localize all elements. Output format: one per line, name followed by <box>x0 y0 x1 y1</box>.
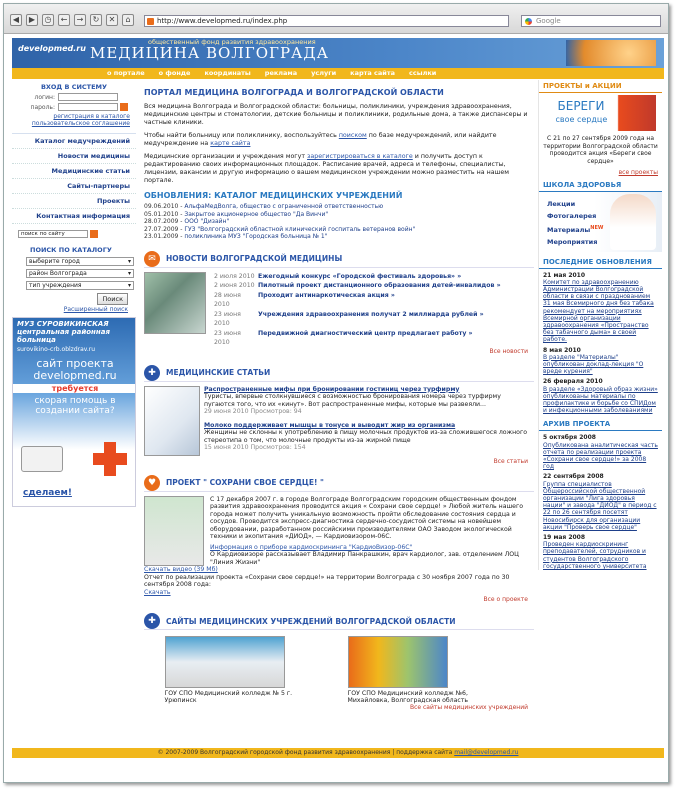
school-materials-label: Материалы <box>547 225 591 234</box>
menu-item-services[interactable]: услуги <box>311 69 337 77</box>
news-row <box>214 310 501 329</box>
history-icon[interactable]: ◷ <box>42 14 54 26</box>
project-heart-icon: ♥ <box>144 475 160 491</box>
type-select[interactable]: тип учреждения ▾ <box>26 281 134 290</box>
city-select[interactable]: выберите город ▾ <box>26 257 134 266</box>
advanced-search-link[interactable]: Расширенный поиск <box>63 306 128 313</box>
stop-icon[interactable]: ✕ <box>106 14 118 26</box>
left-menu-news[interactable]: Новости медицины <box>12 149 136 164</box>
update-link[interactable]: В разделе "Материалы" опубликован доклад-лекция "О вреде курения" <box>543 353 644 376</box>
site-card-2[interactable] <box>348 636 508 704</box>
school-events[interactable]: Мероприятия <box>547 237 598 246</box>
password-label: пароль: <box>30 103 55 111</box>
news-title: НОВОСТИ ВОЛГОГРАДСКОЙ МЕДИЦИНЫ <box>166 254 343 263</box>
news-date: 23 июня 2010 <box>214 329 241 346</box>
menu-item-about-portal[interactable]: о портале <box>107 69 145 77</box>
article-title[interactable]: Молоко поддерживает мышцы в тонусе и выводит жир из организма <box>204 421 456 429</box>
left-menu <box>12 133 136 224</box>
sites-icon: ✚ <box>144 613 160 629</box>
project-section-header <box>144 475 534 492</box>
search-hint-a: Чтобы найти больницу или поликлинику, воспользуйтесь <box>144 132 337 139</box>
articles-icon: ✚ <box>144 365 160 381</box>
site-name-2[interactable]: ГОУ СПО Медицинский колледж №6, Михайловка, Волгоградская область <box>347 690 469 704</box>
promo-cta[interactable]: сделаем! <box>23 488 72 498</box>
update-link[interactable]: ГУЗ "Волгоградский областной клинический госпиталь ветеранов войн" <box>184 225 416 233</box>
login-title: ВХОД В СИСТЕМУ <box>40 83 108 91</box>
page-title: ПОРТАЛ МЕДИЦИНА ВОЛГОГРАДА И ВОЛГОГРАДСКОЙ ОБЛАСТИ <box>144 88 444 97</box>
news-date: 2 июля 2010 <box>214 272 255 280</box>
ambulance-icon <box>21 446 63 472</box>
promo-required: требуется <box>13 384 136 393</box>
promo-project: сайт проекта developmed.ru <box>33 357 117 382</box>
register-link[interactable]: регистрация в каталоге <box>53 113 130 120</box>
map-link[interactable]: карте сайта <box>210 140 251 147</box>
top-menu <box>12 68 664 79</box>
catalog-search-button[interactable]: Поиск <box>97 293 128 305</box>
update-date: 23.01.2009 <box>144 233 179 240</box>
projects-title: ПРОЕКТЫ и АКЦИИ <box>539 80 662 93</box>
catalog-search-title: ПОИСК ПО КАТАЛОГУ <box>30 246 112 254</box>
site-search-button[interactable] <box>90 230 98 238</box>
articles-title: МЕДИЦИНСКИЕ СТАТЬИ <box>166 368 271 377</box>
update-row: 28.07.2009 - ООО "Дизайн" <box>144 218 230 225</box>
articles-block <box>138 386 534 452</box>
site-card-1[interactable] <box>165 636 295 704</box>
school-title: ШКОЛА ЗДОРОВЬЯ <box>539 179 662 192</box>
sites-title: САЙТЫ МЕДИЦИНСКИХ УЧРЕЖДЕНИЙ ВОЛГОГРАДСКОЙ ОБЛАСТИ <box>166 616 456 626</box>
news-link[interactable]: Пилотный проект дистанционного образования детей-инвалидов » <box>258 282 501 289</box>
menu-item-sitemap[interactable]: карта сайта <box>350 69 395 77</box>
reload-icon[interactable]: ↻ <box>90 14 102 26</box>
updates-title: ОБНОВЛЕНИЯ: КАТАЛОГ МЕДИЦИНСКИХ УЧРЕЖДЕНИЙ <box>144 191 403 200</box>
heart-banner-subtitle: свое сердце <box>555 115 608 124</box>
articles-photo <box>144 386 200 456</box>
update-row: 23.01.2009 - поликлиника МУЗ "Городская больница № 1" <box>144 233 328 240</box>
update-link[interactable]: АльфаМедВолга, общество с ограниченной ответственностью <box>184 203 384 210</box>
footer: © 2007-2009 Волгоградский городской фонд развития здравоохранения | поддержка сайта mail@developmed.ru <box>12 748 664 758</box>
new-badge: NEW <box>590 224 604 231</box>
left-sidebar <box>12 80 136 507</box>
register-hint-a: Медицинские организации и учреждения могут <box>144 153 306 160</box>
last-updates-title: ПОСЛЕДНИЕ ОБНОВЛЕНИЯ <box>539 256 662 269</box>
article-meta: 29 июня 2010 Просмотров: 94 <box>204 408 302 415</box>
project-text: С 17 декабря 2007 г. в городе Волгограде Волгоградским городским общественным фондом развития здравоохранения проводится акция « Сохрани свое сердце! » Любой житель нашего города может получить уникальную возможность пройти обследование состояния сердца и сосудов. Проводится экспресс-диагностика сердечно-сосудистой системы на новейшем оборудовании, разработанном российскими производителями ОАО Заводом экологической техники и экопитания «ДИОД», — Кардиовизором-06С. <box>210 495 524 540</box>
news-date: 23 июня 2010 <box>214 310 241 327</box>
heart-banner[interactable] <box>546 95 656 131</box>
school-block <box>539 192 662 252</box>
update-row: 05.01.2010 - Закрытое акционерное общество "Да Винчи" <box>144 210 329 218</box>
left-menu-contacts[interactable]: Контактная информация <box>12 209 136 224</box>
back-icon[interactable]: ◀ <box>10 14 22 26</box>
cardiovisor-image <box>144 496 204 566</box>
intro-text: Вся медицина Волгограда и Волгоградской области: больницы, поликлиники, учреждения здравоохранения, медицинские центры и стоматологии, детские больницы и поликлиники, родильные дома, а также диспансеры и частные клиники. <box>144 103 528 126</box>
video-download-link[interactable]: Скачать видео (39 Мб) <box>144 566 218 573</box>
all-projects-link[interactable]: все проекты <box>618 169 658 176</box>
update-date: 8 мая 2010 <box>543 346 581 354</box>
promo-hospital: МУЗ СУРОВИКИНСКАЯ центральная районная больница <box>17 320 110 344</box>
cardiovisor-link[interactable]: Информация о приборе кардиоскрининга "КардиоВизор-06С" <box>210 543 413 551</box>
projects-text: С 21 по 27 сентября 2009 года на территории Волгоградской области проводится акция «Береги свое сердце» <box>543 135 658 165</box>
archive-list <box>539 434 662 570</box>
article-meta: 15 июня 2010 Просмотров: 154 <box>204 444 306 451</box>
address-bar[interactable] <box>144 15 509 27</box>
menu-item-ads[interactable]: реклама <box>264 69 298 77</box>
footer-email-link[interactable]: mail@developmed.ru <box>454 749 519 756</box>
report-download-link[interactable]: Скачать <box>144 588 171 596</box>
school-materials[interactable] <box>547 222 603 236</box>
all-sites-link[interactable]: Все сайты медицинских учреждений <box>409 704 528 711</box>
site-name-1[interactable]: ГОУ СПО Медицинский колледж № 5 г. Урюпинск <box>164 690 293 704</box>
news-link[interactable]: Проходит антинаркотическая акция » <box>258 291 395 299</box>
footer-copyright: © 2007-2009 Волгоградский городской фонд развития здравоохранения <box>157 749 391 756</box>
promo-question: скорая помощь в создании сайта? <box>34 396 116 416</box>
update-date: 5 октября 2008 <box>543 434 596 442</box>
project-block <box>144 496 534 567</box>
agreement-link[interactable]: пользовательское соглашение <box>31 120 130 127</box>
update-date: 26 февраля 2010 <box>543 378 603 386</box>
footer-support: поддержка сайта <box>396 749 453 756</box>
project-text-2: О Кардиовизоре рассказывает Владимир Панкрашкин, врач кардиолог, зав. отделением ЛОЦ "Линия Жизни" <box>210 551 519 566</box>
home-icon[interactable]: ⌂ <box>122 14 134 26</box>
update-date: 21 мая 2010 <box>543 271 586 279</box>
update-date: 22 сентября 2008 <box>543 473 604 481</box>
login-input[interactable] <box>58 93 118 101</box>
logo-domain[interactable]: developmed.ru <box>18 44 86 53</box>
news-link[interactable]: Учреждения здравоохранения получат 2 миллиарда рублей » <box>258 310 484 318</box>
update-date: 05.01.2010 <box>144 210 179 218</box>
search-placeholder: Google <box>536 17 561 25</box>
update-link[interactable]: Группа специалистов Общероссийской общественной организации "Лига здоровья нации" и завода "ДИОД" в период с 22 по 26 сентября посетят Новосибирск для организации акции "Проверь свое сердце" <box>543 480 657 531</box>
update-link[interactable]: поликлиника МУЗ "Городская больница № 1" <box>184 233 328 240</box>
all-articles-link[interactable]: Все статьи <box>493 457 528 465</box>
article-item <box>204 386 528 416</box>
site-search-input[interactable]: поиск по сайту <box>18 230 88 238</box>
news-date: 2 июня 2010 <box>214 282 255 289</box>
news-icon: ✉ <box>144 251 160 267</box>
news-row <box>214 272 501 282</box>
left-menu-catalog[interactable]: Каталог медучреждений <box>12 134 136 149</box>
update-link[interactable]: В разделе «Здоровый образ жизни» опубликованы материалы по профилактике и борьбе со СПИДом и инфекционными заболеваниями <box>543 385 658 415</box>
all-project-link[interactable]: Все о проекте <box>483 596 528 603</box>
article-title[interactable]: Распространенные мифы при бронировании гостиниц через турфирму <box>204 385 460 393</box>
news-link[interactable]: Ежегодный конкурс «Городской фестиваль здоровья» » <box>258 272 462 280</box>
forward-arrow-icon[interactable]: → <box>74 14 86 26</box>
news-section-header <box>144 251 534 268</box>
news-block <box>144 272 534 348</box>
update-link[interactable]: Комитет по здравоохранению Администрации Волгоградской области в связи с празднованием 31 мая Всемирного дня без табака рекомендует на мероприятиях Всемирной организации здравоохранения «Пространство без табачного дыма» в своей работе. <box>543 278 654 344</box>
update-link[interactable]: Закрытое акционерное общество "Да Винчи" <box>184 210 329 218</box>
update-link[interactable]: ООО "Дизайн" <box>184 218 230 225</box>
update-date: 19 мая 2008 <box>543 534 586 541</box>
article-item <box>204 422 528 452</box>
register-catalog-link[interactable]: зарегистрироваться в каталоге <box>307 153 413 160</box>
browser-window <box>3 3 669 783</box>
register-hint-b: и получить доступ к редактированию своих информационных площадок. Расписание врачей, адреса и телефоны, специалисты, лицензии, вакансии и другую информацию о вашем медицинском учреждении можно разместить на нашем портале. <box>144 153 509 184</box>
update-date: 27.07.2009 <box>144 225 179 233</box>
promo-banner[interactable] <box>12 317 136 507</box>
nurse-photo <box>610 194 656 250</box>
left-menu-projects[interactable]: Проекты <box>12 194 136 209</box>
articles-section-header <box>144 365 534 382</box>
url-text: http://www.developmed.ru/index.php <box>157 17 288 25</box>
news-row <box>214 329 501 348</box>
news-row <box>214 291 501 310</box>
login-row <box>12 93 136 101</box>
update-row: 27.07.2009 - ГУЗ "Волгоградский областной клинический госпиталь ветеранов войн" <box>144 225 416 233</box>
menu-item-contacts[interactable]: координаты <box>204 69 251 77</box>
search-box[interactable] <box>521 15 661 27</box>
right-sidebar <box>538 80 662 570</box>
school-gallery[interactable]: Фотогалерея <box>547 211 597 220</box>
update-date: 28.07.2009 <box>144 218 179 225</box>
back-arrow-icon[interactable]: ← <box>58 14 70 26</box>
news-date: 28 июня 2010 <box>214 291 241 308</box>
sites-section-header <box>144 613 534 630</box>
updates-list <box>138 203 534 241</box>
article-text: Туристы, впервые столкнувшиеся с возможностью бронирования номера через турфирму пугаются того, что их «кинут». Вот распространенные мифы, которые мы развеяли... <box>204 393 501 408</box>
browser-toolbar <box>4 4 668 34</box>
password-row <box>12 103 136 111</box>
main-content <box>138 80 534 711</box>
school-lectures[interactable]: Лекции <box>547 199 576 208</box>
archive-title: АРХИВ ПРОЕКТА <box>539 418 662 431</box>
left-menu-articles[interactable]: Медицинские статьи <box>12 164 136 179</box>
promo-site: surovikino-crb.oblzdrav.ru <box>17 346 96 353</box>
google-icon <box>525 18 532 25</box>
news-row <box>214 281 501 291</box>
site-title[interactable]: МЕДИЦИНА ВОЛГОГРАДА <box>90 44 329 62</box>
forward-icon[interactable]: ▶ <box>26 14 38 26</box>
red-cross-icon <box>93 442 127 476</box>
left-menu-partners[interactable]: Сайты-партнеры <box>12 179 136 194</box>
update-link[interactable]: Проведен кардиоскрининг преподавателей, сотрудников и студентов Волгоградского государственного университета <box>543 541 647 570</box>
menu-item-about-fund[interactable]: о фонде <box>158 69 191 77</box>
favicon-icon <box>147 18 154 25</box>
project-report: Отчет по реализации проекта «Сохрани свое сердце!» на территории Волгограда с 30 ноября 2007 года по 30 сентября 2008 года: <box>144 573 510 588</box>
site-header <box>12 38 664 68</box>
heart-banner-title: БЕРЕГИ <box>557 99 605 113</box>
search-link[interactable]: поиском <box>338 132 367 139</box>
article-text: Женщины не склонны к употреблению в пищу молочных продуктов из-за сложившегося ложного стереотипа о том, что молочные продукты из-за жирной пище <box>204 429 528 444</box>
project-title: ПРОЕКТ " СОХРАНИ СВОЕ СЕРДЦЕ! " <box>166 478 324 487</box>
update-row: 09.06.2010 - АльфаМедВолга, общество с ограниченной ответственностью <box>144 203 384 210</box>
site-thumbnail-1[interactable] <box>165 636 285 688</box>
header-pills-image <box>566 40 656 66</box>
login-submit-button[interactable] <box>120 103 128 111</box>
all-news-link[interactable]: Все новости <box>489 347 528 355</box>
search-hint <box>144 132 528 148</box>
district-select[interactable]: район Волгограда ▾ <box>26 269 134 278</box>
update-date: 09.06.2010 <box>144 203 179 210</box>
update-link[interactable]: Опубликована аналитическая часть отчета по реализации проекта «Сохрани свое сердце!» за 2008 год <box>543 441 658 471</box>
news-link[interactable]: Передвижной диагностический центр предлагает работу » <box>258 329 473 337</box>
password-input[interactable] <box>58 103 118 111</box>
search-hint-b: по базе медучреждений, или найдите медучреждение на <box>144 132 497 147</box>
menu-item-links[interactable]: ссылки <box>409 69 437 77</box>
site-thumbnail-2[interactable] <box>348 636 448 688</box>
register-hint <box>144 153 528 185</box>
news-list <box>214 272 501 348</box>
logo-subtitle: общественный фонд развития здравоохранения <box>148 38 316 46</box>
login-label: логин: <box>34 93 55 101</box>
news-photo <box>144 272 206 334</box>
last-updates-list <box>539 272 662 415</box>
